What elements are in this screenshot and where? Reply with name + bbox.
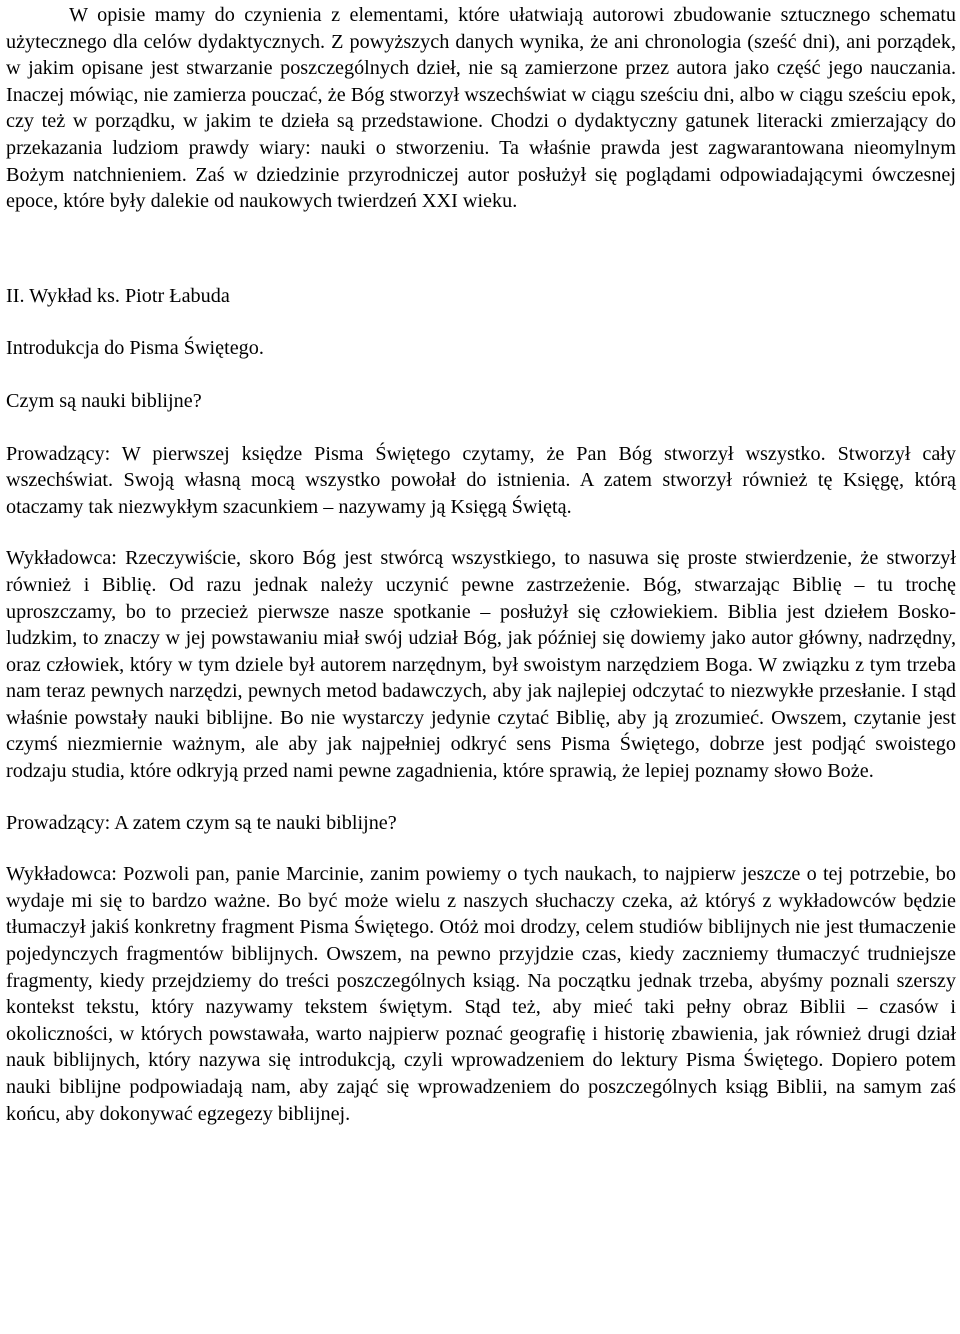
lecture-subtitle: Introdukcja do Pisma Świętego.	[6, 337, 264, 360]
lecturer-paragraph-1: Wykładowca: Rzeczywiście, skoro Bóg jest stwórcą wszystkiego, to nasuwa się proste stwierdzenie, że stworzył również i Biblię. Od razu jednak należy uczynić pewne zastrzeżenie. Bóg, stwarzając Biblię – tu trochę uproszczamy, bo to przecież pierwsze nasze spotkanie – posłużył się człowiekiem. Biblia jest dziełem Bosko-ludzkim, to znaczy w jej powstawaniu miał swój udział Bóg, jak później się dowiemy jako autor główny, nadrzędny, oraz człowiek, który w tym dziele był autorem narzędnym, był swoistym narzędziem Boga. W związku z tym trzeba nam teraz pewnych narzędzi, pewnych metod badawczych, aby jak najlepiej odczytać to niezwykłe przesłanie. I stąd właśnie powstały nauki biblijne. Bo nie wystarczy jedynie czytać Biblię, aby ją zrozumieć. Owszem, czytanie jest czymś niezmiernie ważnym, ale aby jak najpełniej odkryć sens Pisma Świętego, dobrze jest podjąć swoistego rodzaju studia, które odkryją przed nami pewne zagadnienia, które sprawią, że lepiej poznamy słowo Boże.	[6, 547, 956, 783]
host-paragraph-1: Prowadzący: W pierwszej księdze Pisma Świętego czytamy, że Pan Bóg stworzył wszystko. Stworzył cały wszechświat. Swoją własną mocą wszystko powołał do istnienia. A zatem stworzył również tę Księgę, którą otaczamy tak niezwykłym szacunkiem – nazywamy ją Księgą Świętą.	[6, 442, 956, 518]
lecturer-paragraph-2: Wykładowca: Pozwoli pan, panie Marcinie, zanim powiemy o tych naukach, to najpierw jeszcze o tej potrzebie, bo wydaje mi się to bardzo ważne. Bo być może wielu z naszych słuchaczy czeka, aż któryś z wykładowców będzie tłumaczył jakiś konkretny fragment Pisma Świętego. Otóż moi drodzy, celem studiów biblijnych nie jest tłumaczenie pojedynczych fragmentów biblijnych. Owszem, na pewno przyjdzie czas, kiedy zaczniemy tłumaczyć trudniejsze fragmenty, kiedy przejdziemy do treści poszczególnych ksiąg. Na początku jednak trzeba, abyśmy poznali szerszy kontekst tekstu, który nazywamy tekstem świętym. Stąd też, aby mieć taki pełny obraz Biblii – czasów i okoliczności, w których powstawała, warto najpierw poznać geografię i historię zbawienia, jak również drugi dział nauk biblijnych, który nazywa się introdukcją, czyli wprowadzeniem do lektury Pisma Świętego. Dopiero potem nauki biblijne podpowiadają nam, aby zająć się wprowadzeniem do poszczególnych ksiąg Biblii, na samym zaś końcu, aby dokonywać egzegezy biblijnej.	[6, 863, 956, 1125]
spacer	[6, 362, 956, 388]
document-page	[6, 2, 956, 1127]
intro-paragraph: W opisie mamy do czynienia z elementami, które ułatwiają autorowi zbudowanie sztucznego schematu użytecznego dla celów dydaktycznych. Z powyższych danych wynika, że ani chronologia (sześć dni), ani porządek, w jakim opisane jest stwarzanie poszczególnych dzieł, nie są zamierzone przez autora jako część jego nauczania. Inaczej mówiąc, nie zamierza pouczać, że Bóg stworzył wszechświat w ciągu sześciu dni, albo w ciągu sześciu epok, czy też w porządku, w jakim te dzieła są przedstawione. Chodzi o dydaktyczny gatunek literacki zmierzający do przekazania ludziom prawdy wiary: nauki o stworzeniu. Ta właśnie prawda jest zagwarantowana nieomylnym Bożym natchnieniem. Zaś w dziedzinie przyrodniczej autor posłużył się poglądami odpowiadającymi ówczesnej epoce, które były dalekie od naukowych twierdzeń XXI wieku.	[6, 4, 956, 213]
spacer	[6, 785, 956, 810]
spacer	[6, 309, 956, 335]
host-paragraph-2: Prowadzący: A zatem czym są te nauki biblijne?	[6, 811, 397, 834]
section-question: Czym są nauki biblijne?	[6, 389, 202, 412]
spacer	[6, 520, 956, 545]
spacer	[6, 415, 956, 441]
lecture-heading: II. Wykład ks. Piotr Łabuda	[6, 284, 230, 307]
spacer	[6, 836, 956, 861]
spacer	[6, 215, 956, 283]
